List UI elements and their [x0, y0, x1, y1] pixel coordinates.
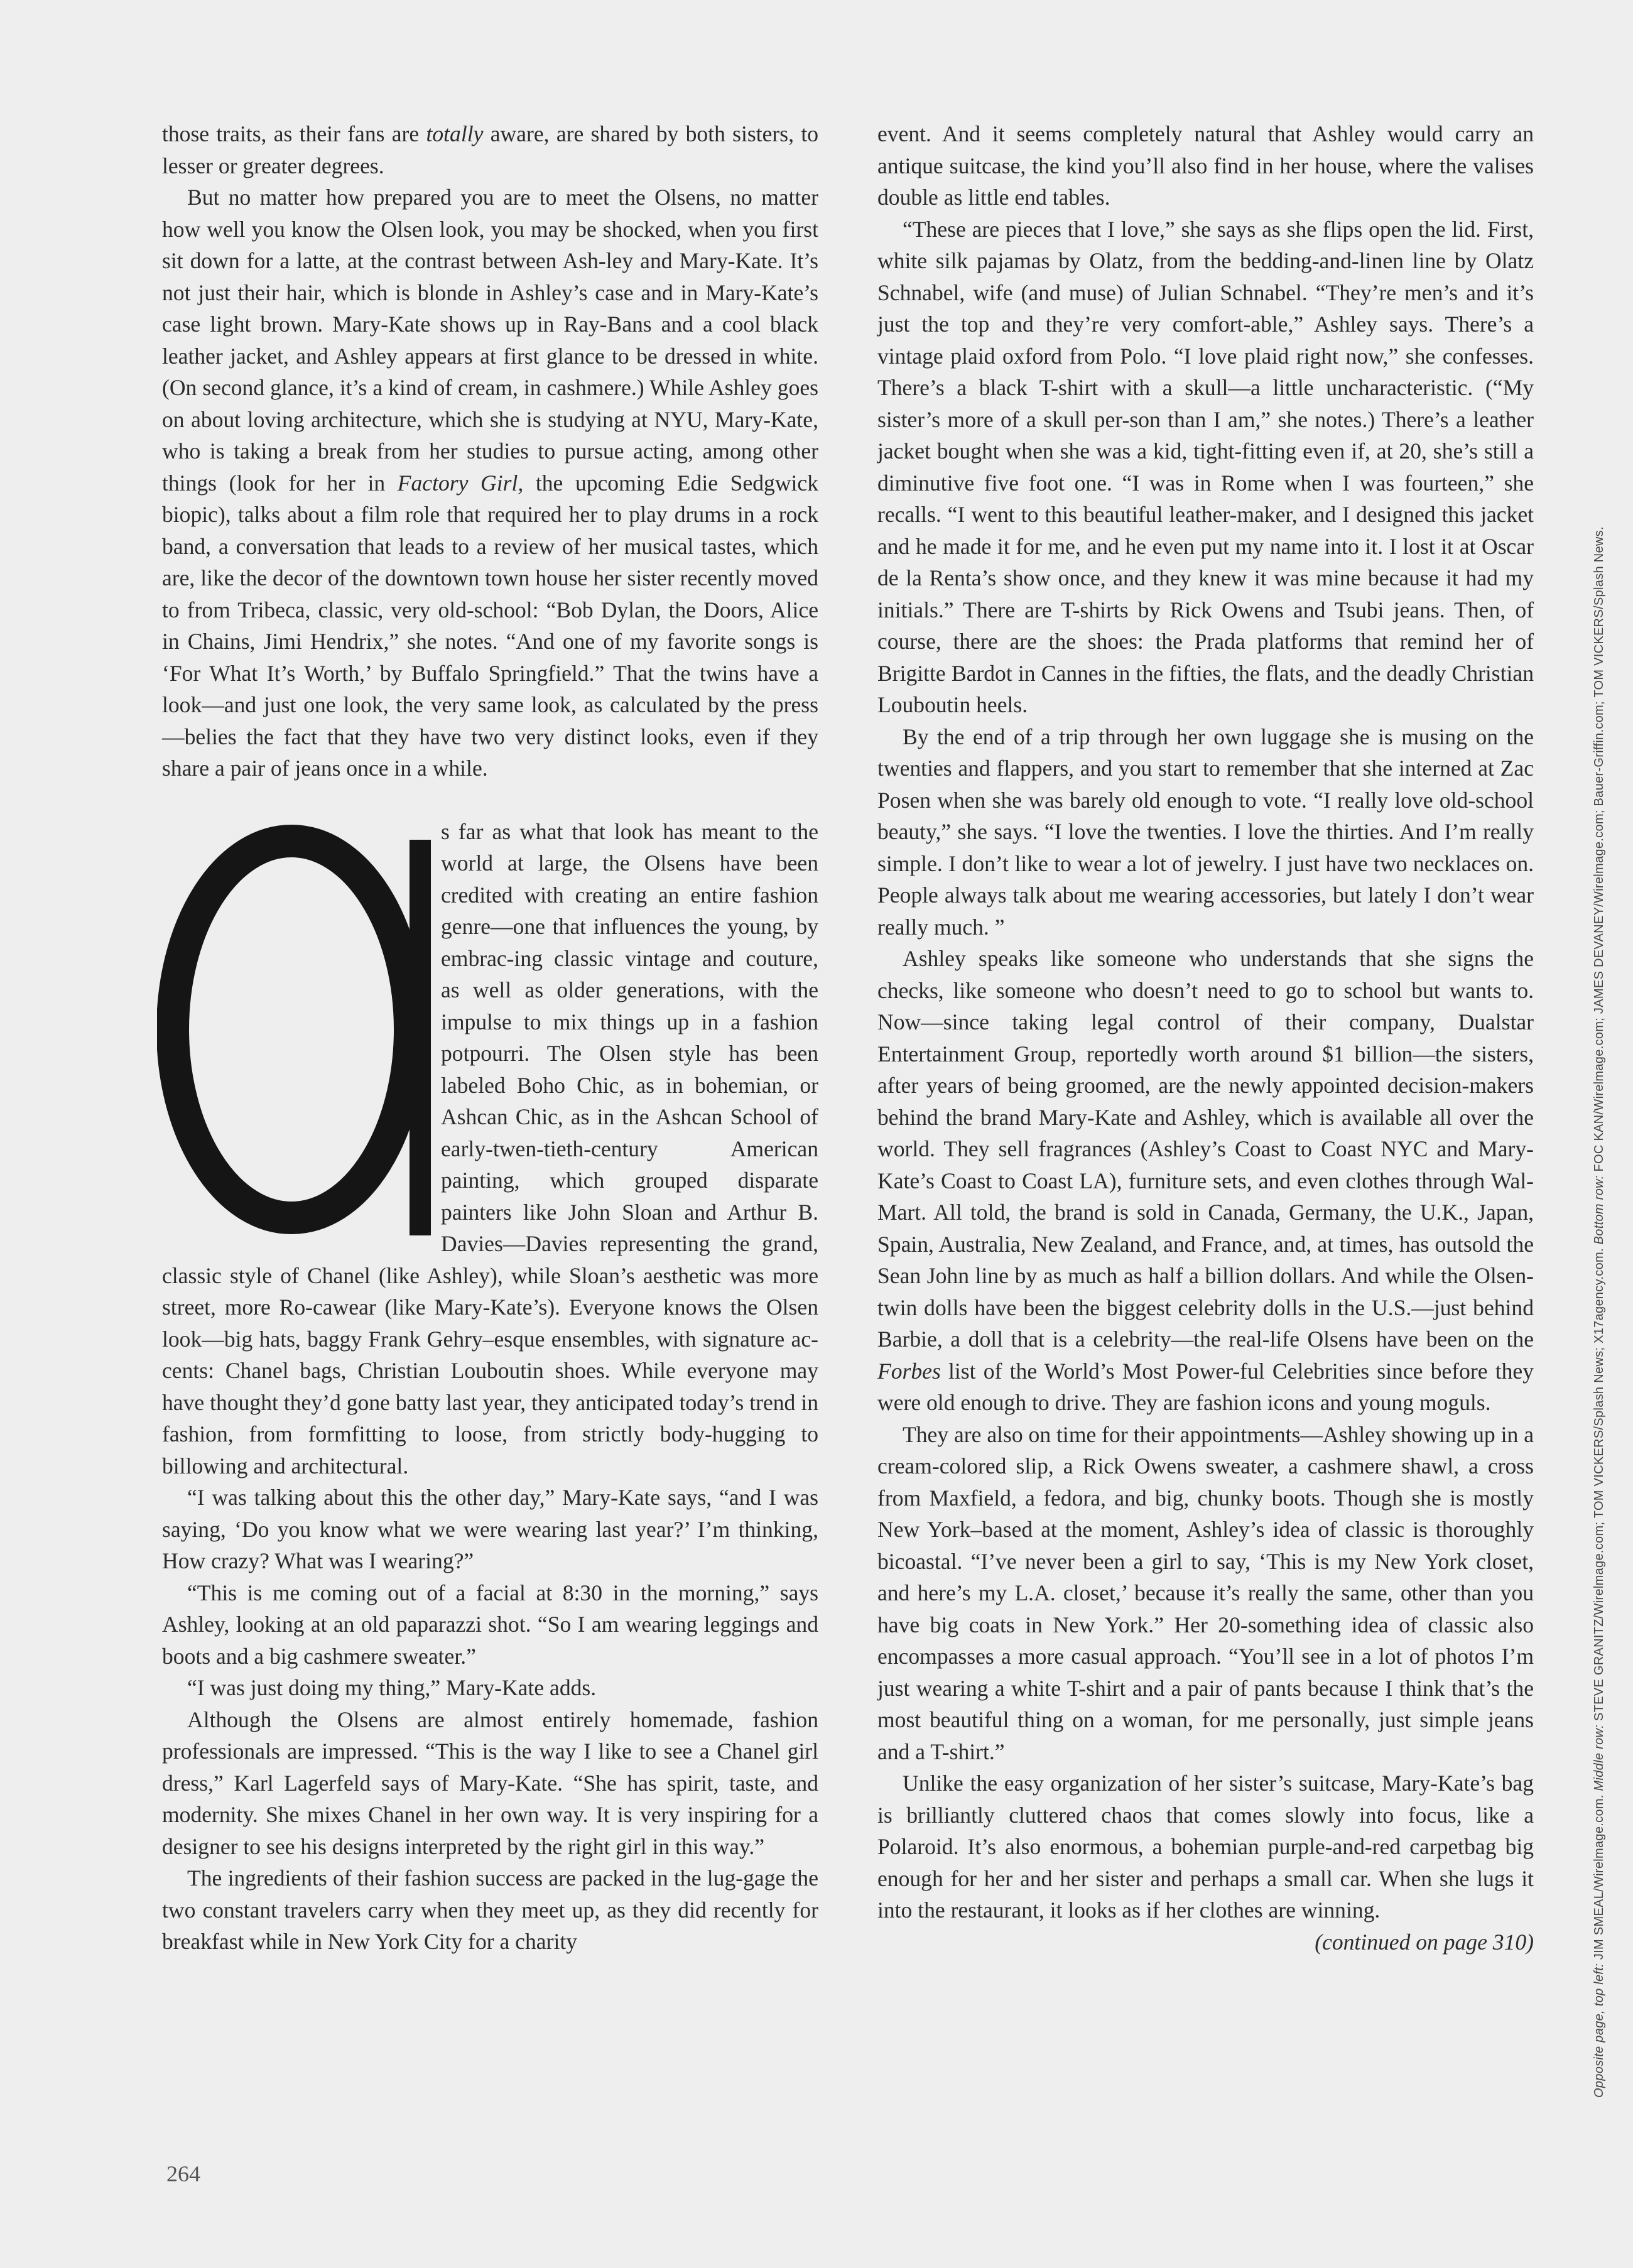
emphasis: Factory Girl, — [397, 470, 524, 496]
right-column — [877, 118, 1534, 1958]
paragraph: Although the Olsens are almost entirely homemade, fashion professionals are impressed. “This is the way I like to see a Chanel girl dress,” Karl Lagerfeld says of Mary-Kate. “She has spirit, taste, and modernity. She mixes Chanel in her own way. It is very inspiring for a designer to see his designs interpreted by the right girl in this way.” — [162, 1706, 818, 1859]
text-run: the upcoming Edie Sedgwick biopic), talks about a film role that required her to play drums in a rock band, a conversation that leads to a review of her musical tastes, which are, like the decor of the downtown town house her sister recently moved to from Tribeca, classic, very old-school: “Bob Dylan, the Doors, Alice in Chains, Jimi Hendrix,” she notes. “And one of my favorite songs is ‘For What It’s Worth,’ by Buffalo Springfield.” That the twins have a look—and just one look, the very same look, as calculated by the press—belies the fact that they have two very distinct looks, even if they share a pair of jeans once in a while. — [162, 470, 818, 781]
emphasis: totally — [426, 121, 484, 146]
emphasis: Forbes — [877, 1358, 941, 1384]
paragraph — [162, 182, 818, 784]
photo-credits — [1592, 214, 1607, 2098]
paragraph: s far as what that look has meant to the world at large, the Olsens have been credited with creating an entire fashion genre—one that influences the young, by embrac-ing classic vintage and couture, as well as older generations, with the impulse to mix things up in a fashion potpourri. The Olsen style has been labeled Boho Chic, as in bohemian, or Ashcan Chic, as in the Ashcan School of early-twen-tieth-century American painting, which grouped disparate painters like John Sloan and Arthur B. Davies—Davies representing the grand, classic style of Chanel (like Ashley), while Sloan’s aesthetic was more street, more Ro-cawear (like Mary-Kate’s). Everyone knows the Olsen look—big hats, baggy Frank Gehry–esque ensembles, with signature ac-cents: Chanel bags, Christian Louboutin shoes. While everyone may have thought they’d gone batty last year, they anticipated today’s trend in fashion, from formfitting to loose, from strictly body-hugging to billowing and architectural. — [162, 818, 818, 1479]
text-run: list of the World’s Most Power-ful Celebrities since before they were old enough to drive. They are fashion icons and young moguls. — [877, 1358, 1534, 1415]
credit-text: JIM SMEAL/Wirelmage.com. — [1592, 1794, 1606, 1963]
text-run: Unlike the easy organization of her sister’s suitcase, Mary-Kate’s bag is brilliantly cluttered chaos that comes slowly into focus, like a Polaroid. It’s also enormous, a bohemian purple-and-red carpetbag big enough for her and her sister and perhaps a small car. When she lugs it into the restaurant, it looks as if her clothes are winning. — [877, 1771, 1534, 1923]
credit-text: STEVE GRANITZ/Wirelmage.com; TOM VICKERS/Splash News; X17agency.com. — [1592, 1248, 1606, 1725]
paragraph: “This is me coming out of a facial at 8:30 in the morning,” says Ashley, looking at an old paparazzi shot. “So I am wearing leggings and boots and a big cashmere sweater.” — [162, 1580, 818, 1669]
page-number: 264 — [166, 2161, 200, 2186]
paragraph: event. And it seems completely natural that Ashley would carry an antique suitcase, the kind you’ll also find in her house, where the valises double as little end tables. — [877, 121, 1534, 210]
paragraph: By the end of a trip through her own luggage she is musing on the twenties and flappers, and you start to remember that she interned at Zac Posen when she was barely old enough to vote. “I really love old-school beauty,” she says. “I love the twenties. I love the thirties. And I’m really simple. I don’t like to wear a lot of jewelry. I just have two necklaces on. People always talk about me wearing accessories, but lately I don’t wear really much. ” — [877, 724, 1534, 940]
continued-on-note: (continued on page 310) — [1315, 1929, 1534, 1955]
text-run: those traits, as their fans are — [162, 121, 426, 146]
credit-text: FOC KAN/Wirelmage.com; JAMES DEVANEY/Wirelmage.com; Bauer-Griffin.com; TOM VICKERS/Splash News. — [1592, 526, 1606, 1176]
left-column — [157, 118, 818, 1958]
paragraph: The ingredients of their fashion success are packed in the lug-gage the two constant travelers carry when they meet up, as they did recently for breakfast while in New York City for a charity — [162, 1865, 818, 1954]
credit-label: Opposite page, top left: — [1592, 1963, 1606, 2098]
paragraph-spacer — [162, 784, 818, 816]
text-run: But no matter how prepared you are to meet the Olsens, no matter how well you know the Olsen look, you may be shocked, when you first sit down for a latte, at the contrast between Ash-ley and Mary-Kate. It’s not just their hair, which is blonde in Ashley’s case and in Mary-Kate’s case light brown. Mary-Kate shows up in Ray-Bans and a cool black leather jacket, and Ashley appears at first glance to be dressed in white. (On second glance, it’s a kind of cream, in cashmere.) While Ashley goes on about loving architecture, which she is studying at NYU, Mary-Kate, who is taking a break from her studies to pursue acting, among other things (look for her in — [162, 185, 818, 496]
paragraph: They are also on time for their appointments—Ashley showing up in a cream-colored slip, a Rick Owens sweater, a cashmere shawl, a cross from Maxfield, a fedora, and big, chunky boots. Though she is mostly New York–based at the moment, Ashley’s idea of classic is thoroughly bicoastal. “I’ve never been a girl to say, ‘This is my New York closet, and here’s my L.A. closet,’ because it’s really the same, other than you have big coats in New York.” Her 20-something idea of classic also encompasses a more casual approach. “You’ll see in a lot of photos I’m just wearing a white T-shirt and a pair of pants because I think that’s the most beautiful thing on a woman, for me personally, just simple jeans and a T-shirt.” — [877, 1421, 1534, 1764]
credit-label: Bottom row: — [1592, 1175, 1606, 1249]
paragraph — [877, 1767, 1534, 1955]
drop-cap-letter-text: a — [157, 820, 158, 822]
text-run: aware, are shared by both sisters, to lesser or greater degrees. — [162, 121, 818, 178]
credit-label: Middle row: — [1592, 1724, 1606, 1795]
paragraph — [162, 118, 818, 182]
drop-cap-bowl — [173, 841, 410, 1218]
paragraph — [877, 943, 1534, 1419]
drop-cap-stem — [410, 840, 431, 1235]
drop-cap — [157, 821, 441, 1235]
drop-cap-letter-a — [157, 821, 441, 1235]
paragraph: “These are pieces that I love,” she says as she flips open the lid. First, white silk pajamas by Olatz, from the bedding-and-linen line by Olatz Schnabel, wife (and muse) of Julian Schnabel. “They’re men’s and it’s just the top and they’re very comfort-able,” Ashley says. There’s a vintage plaid oxford from Polo. “I love plaid right now,” she confesses. There’s a black T-shirt with a skull—a little uncharacteristic. (“My sister’s more of a skull per-son than I am,” she notes.) There’s a leather jacket bought when she was a kid, tight-fitting even if, at 20, she’s still a diminutive five foot one. “I was in Rome when I was fourteen,” she recalls. “I went to this beautiful leather-maker, and I designed this jacket and he made it for me, and he even put my name into it. I lost it at Oscar de la Renta’s show once, and they knew it was mine because it had my initials.” There are T-shirts by Rick Owens and Tsubi jeans. Then, of course, there are the shoes: the Prada platforms that remind her of Brigitte Bardot in Cannes in the fifties, the flats, and the deadly Christian Louboutin heels. — [877, 216, 1534, 717]
paragraph: “I was talking about this the other day,” Mary-Kate says, “and I was saying, ‘Do you know what we were wearing last year?’ I’m thinking, How crazy? What was I wearing?” — [162, 1485, 818, 1573]
paragraph: “I was just doing my thing,” Mary-Kate adds. — [187, 1675, 597, 1700]
text-run: Ashley speaks like someone who understands that she signs the checks, like someone who doesn’t need to go to school but wants to. Now—since taking legal control of their company, Dualstar Entertainment Group, reportedly worth around $1 billion—the sisters, after years of being groomed, are the newly appointed decision-makers behind the brand Mary-Kate and Ashley, which is available all over the world. They sell fragrances (Ashley’s Coast to Coast NYC and Mary-Kate’s Coast to Coast LA), furniture sets, and even clothes through Wal-Mart. All told, the brand is sold in Canada, Germany, the U.K., Japan, Spain, Australia, New Zealand, and France, and, at times, has outsold the Sean John line by as much as half a billion dollars. And while the Olsen-twin dolls have been the biggest celebrity dolls in the U.S.—just behind Barbie, a doll that is a celebrity—the real-life Olsens have been on the — [877, 946, 1534, 1352]
